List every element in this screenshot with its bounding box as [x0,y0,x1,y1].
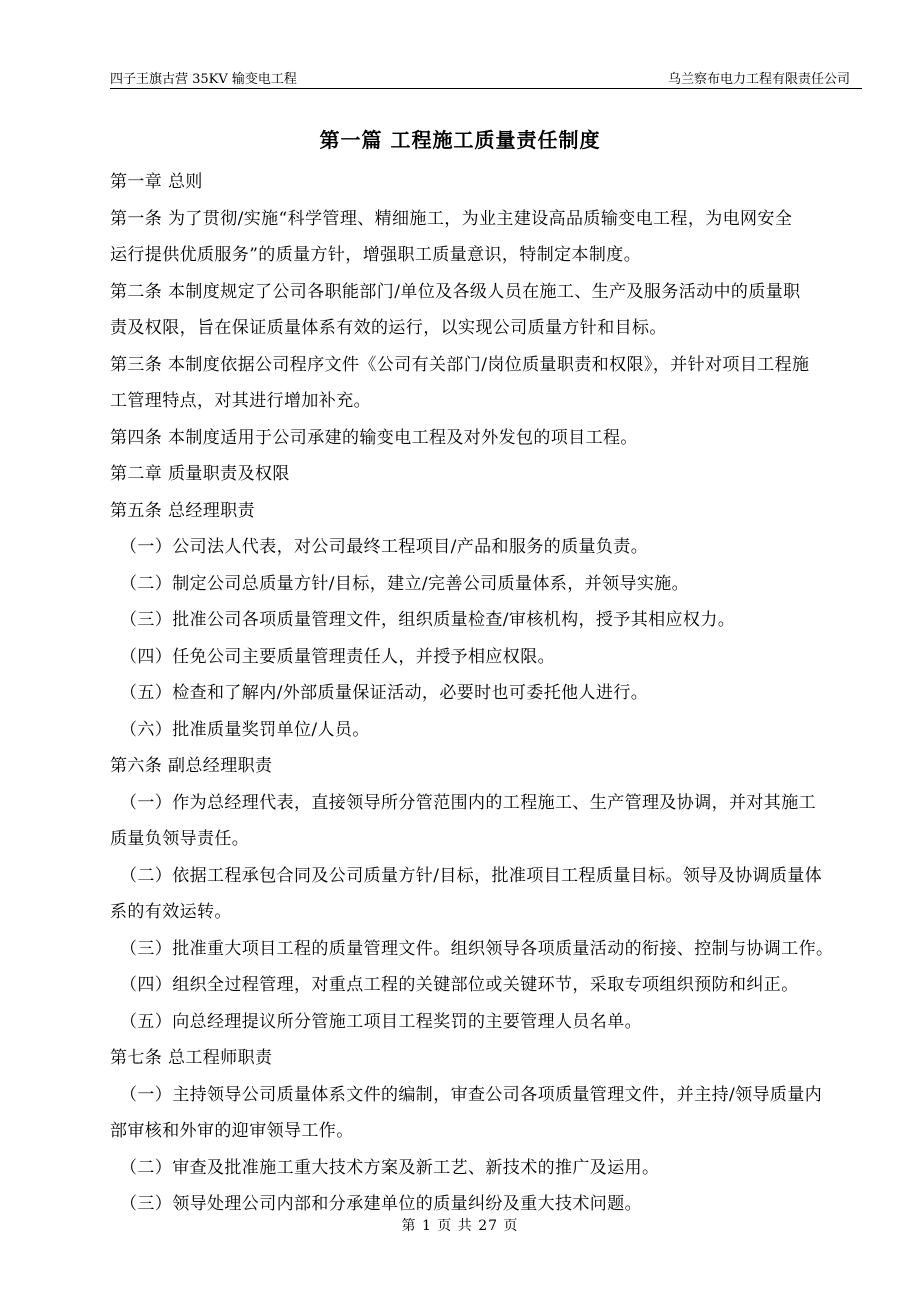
paragraph-line: 第二条 本制度规定了公司各职能部门/单位及各级人员在施工、生产及服务活动中的质量职 [110,281,801,302]
paragraph-line: 责及权限，旨在保证质量体系有效的运行，以实现公司质量方针和目标。 [110,318,667,338]
chapter-heading: 第二章 质量职责及权限 [110,464,290,484]
paragraph-line: 工管理特点，对其进行增加补充。 [110,391,371,411]
list-item: （三）领导处理公司内部和分承建单位的质量纠纷及重大技术问题。 [120,1194,642,1214]
list-item: （二）审查及批准施工重大技术方案及新工艺、新技术的推广及运用。 [120,1157,660,1178]
document-title: 第一篇 工程施工质量责任制度 [319,128,601,152]
list-item: （二）制定公司总质量方针/目标，建立/完善公司质量体系，并领导实施。 [120,573,690,594]
chapter-heading: 第一章 总则 [110,172,203,192]
document-body [110,164,862,1223]
paragraph-line: 第一条 为了贯彻/实施“科学管理、精细施工，为业主建设高品质输变电工程，为电网安全 [110,208,793,229]
article-heading: 第六条 副总经理职责 [110,756,273,776]
list-item: （二）依据工程承包合同及公司质量方针/目标，批准项目工程质量目标。领导及协调质量体 [120,865,823,886]
article-heading: 第七条 总工程师职责 [110,1048,273,1068]
article-heading: 第五条 总经理职责 [110,500,256,521]
list-item: （三）批准重大项目工程的质量管理文件。组织领导各项质量活动的衔接、控制与协调工作。 [120,938,834,959]
list-item: （一）主持领导公司质量体系文件的编制，审查公司各项质量管理文件，并主持/领导质量内 [120,1084,823,1105]
paragraph-line: 第四条 本制度适用于公司承建的输变电工程及对外发包的项目工程。 [110,427,638,448]
list-item: （一）公司法人代表，对公司最终工程项目/产品和服务的质量负责。 [120,537,649,557]
page-header [110,64,862,89]
header-company-name: 乌兰察布电力工程有限责任公司 [667,72,850,87]
paragraph-line: 系的有效运转。 [110,902,232,922]
list-item: （五）检查和了解内/外部质量保证活动，必要时也可委托他人进行。 [120,683,649,703]
list-item: （四）任免公司主要质量管理责任人，并授予相应权限。 [120,646,555,667]
paragraph-line: 部审核和外审的迎审领导工作。 [110,1121,354,1141]
header-project-name: 四子王旗古营 35KV 输变电工程 [110,72,297,87]
list-item: （六）批准质量奖罚单位/人员。 [120,719,370,740]
paragraph-line: 第三条 本制度依据公司程序文件《公司有关部门/岗位质量职责和权限》，并针对项目工程施 [110,354,810,375]
paragraph-line: 质量负领导责任。 [110,829,250,849]
list-item: （一）作为总经理代表，直接领导所分管范围内的工程施工、生产管理及协调，并对其施工 [120,792,816,813]
page-number: 第 1 页 共 27 页 [401,1218,519,1234]
list-item: （四）组织全过程管理，对重点工程的关键部位或关键环节，采取专项组织预防和纠正。 [120,975,799,995]
list-item: （三）批准公司各项质量管理文件，组织质量检查/审核机构，授予其相应权力。 [120,610,736,630]
list-item: （五）向总经理提议所分管施工项目工程奖罚的主要管理人员名单。 [120,1011,642,1032]
paragraph-line: 运行提供优质服务”的质量方针，增强职工质量意识，特制定本制度。 [110,245,642,265]
